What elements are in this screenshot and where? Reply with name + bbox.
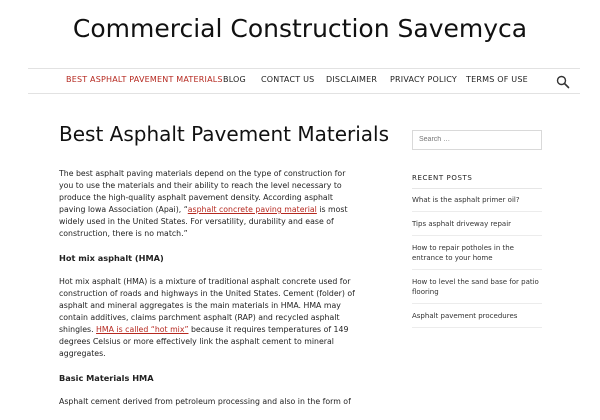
sidebar bbox=[412, 126, 542, 335]
post-text: because it requires temperatures of 149 degrees Celsius or more effectively link the asphalt cement to mineral aggregates. bbox=[59, 325, 349, 358]
nav-item-terms-of-use[interactable]: TERMS OF USE bbox=[466, 75, 528, 84]
nav-item-disclaimer[interactable]: DISCLAIMER bbox=[326, 75, 378, 84]
recent-post-link[interactable]: Asphalt pavement procedures bbox=[412, 311, 542, 328]
post-paragraph bbox=[59, 276, 357, 360]
search-input[interactable] bbox=[412, 130, 542, 150]
recent-post-link[interactable]: How to level the sand base for patio flooring bbox=[412, 277, 542, 304]
asphalt-concrete-paving-material-link[interactable]: asphalt concrete paving material bbox=[187, 205, 317, 214]
nav-item-contact-us[interactable]: CONTACT US bbox=[261, 75, 315, 84]
recent-posts-title: RECENT POSTS bbox=[412, 174, 542, 189]
section-heading: Basic Materials HMA bbox=[59, 373, 154, 383]
section-heading: Hot mix asphalt (HMA) bbox=[59, 253, 164, 263]
post-text: Hot mix asphalt (HMA) is a mixture of traditional asphalt concrete used for construction of roads and highways in the United States. Cement (folder) of asphalt and mineral aggregates is the main materials in HMA. HMA may contain additives, claims parchment asphalt (RAP) and recycled asphalt shingles. bbox=[59, 277, 355, 334]
site-title[interactable]: Commercial Construction Savemyca bbox=[72, 14, 528, 43]
search-icon[interactable] bbox=[556, 74, 570, 88]
hma-hot-mix-link[interactable]: HMA is called “hot mix” bbox=[96, 325, 189, 334]
recent-post-link[interactable]: How to repair potholes in the entrance to your home bbox=[412, 243, 542, 270]
nav-item-best-asphalt-pavement-materials[interactable]: BEST ASPHALT PAVEMENT MATERIALS bbox=[66, 75, 223, 84]
post-text: The best asphalt paving materials depend on the type of construction for you to use the materials and their ability to reach the level necessary to produce the high-quality asphalt pavement density. According asphalt paving Iowa Association (Apai), “ bbox=[59, 169, 346, 214]
recent-post-link[interactable]: What is the asphalt primer oil? bbox=[412, 195, 542, 212]
post-text: is most widely used in the United States. For versatility, durability and ease of construction, there is no match.” bbox=[59, 205, 348, 238]
post-title: Best Asphalt Pavement Materials bbox=[59, 122, 390, 146]
post-content bbox=[59, 122, 390, 420]
nav-item-privacy-policy[interactable]: PRIVACY POLICY bbox=[390, 75, 457, 84]
post-paragraph: Asphalt cement derived from petroleum processing and also in the form of bbox=[59, 397, 351, 406]
post-paragraph bbox=[59, 168, 357, 240]
main-navigation bbox=[28, 68, 580, 94]
nav-item-blog[interactable]: BLOG bbox=[223, 75, 246, 84]
recent-post-link[interactable]: Tips asphalt driveway repair bbox=[412, 219, 542, 236]
